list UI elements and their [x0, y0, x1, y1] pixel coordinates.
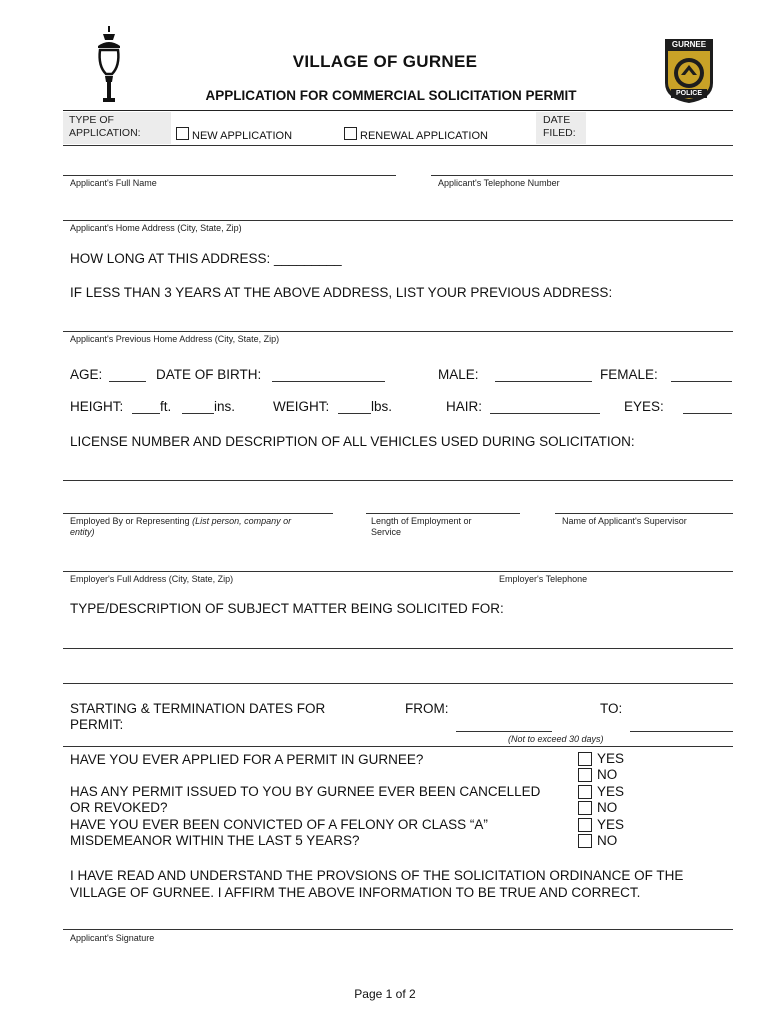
to-label: TO: [600, 701, 623, 716]
home-address-label: Applicant's Home Address (City, State, Zip) [70, 223, 242, 233]
subject-field-line-1[interactable] [63, 648, 733, 649]
employer-address-label: Employer's Full Address (City, State, Zip) [70, 574, 234, 584]
weight-field[interactable] [338, 413, 371, 414]
how-long-question: HOW LONG AT THIS ADDRESS: _________ [70, 251, 342, 266]
supervisor-field[interactable] [555, 513, 733, 514]
applied-yes-label: YES [597, 751, 625, 766]
signature-label: Applicant's Signature [70, 933, 155, 943]
new-application-checkbox[interactable] [176, 127, 189, 140]
not-exceed-note: (Not to exceed 30 days) [508, 734, 604, 744]
question-permit-cancelled: HAS ANY PERMIT ISSUED TO YOU BY GURNEE EVER BEEN CANCELLED OR REVOKED? [70, 784, 541, 815]
renewal-application-option[interactable]: RENEWAL APPLICATION [344, 127, 488, 142]
cancelled-no-checkbox[interactable] [578, 801, 592, 815]
height-label: HEIGHT: [70, 399, 124, 414]
full-name-field[interactable] [63, 175, 396, 176]
signature-field[interactable] [63, 929, 733, 930]
subject-instruction: TYPE/DESCRIPTION OF SUBJECT MATTER BEING SOLICITED FOR: [70, 601, 504, 616]
convicted-yes-label: YES [597, 817, 625, 832]
renewal-application-checkbox[interactable] [344, 127, 357, 140]
affirmation-text: I HAVE READ AND UNDERSTAND THE PROVSIONS OF THE SOLICITATION ORDINANCE OF THE VILLAGE OF GURNEE. I AFFIRM THE ABOVE INFORMATION TO BE TRUE AND CORRECT. [70, 868, 684, 900]
female-label: FEMALE: [600, 367, 658, 382]
start-term-label: STARTING & TERMINATION DATES FOR PERMIT: [70, 701, 326, 732]
page-number: Page 1 of 2 [354, 987, 416, 1001]
ft-label: ft. [160, 399, 172, 414]
from-label: FROM: [405, 701, 449, 716]
employed-by-label: Employed By or Representing (List person, company or entity) [70, 516, 292, 537]
type-label: TYPE OF APPLICATION: [69, 114, 141, 139]
question-convicted: HAVE YOU EVER BEEN CONVICTED OF A FELONY OR CLASS “A” MISDEMEANOR WITHIN THE LAST 5 YEARS? [70, 817, 488, 848]
page-title: VILLAGE OF GURNEE [292, 52, 478, 71]
male-label: MALE: [438, 367, 479, 382]
applied-no-checkbox[interactable] [578, 768, 592, 782]
hair-field[interactable] [490, 413, 600, 414]
ins-label: ins. [214, 399, 236, 414]
license-field[interactable] [63, 480, 733, 481]
previous-address-instruction: IF LESS THAN 3 YEARS AT THE ABOVE ADDRESS, LIST YOUR PREVIOUS ADDRESS: [70, 285, 613, 300]
age-field[interactable] [109, 381, 146, 382]
previous-address-label: Applicant's Previous Home Address (City, State, Zip) [70, 334, 280, 344]
telephone-field[interactable] [431, 175, 733, 176]
eyes-field[interactable] [683, 413, 732, 414]
applied-no-label: NO [597, 767, 618, 782]
badge-bottom-text: POLICE [675, 90, 703, 97]
dob-field[interactable] [272, 381, 385, 382]
from-date-field[interactable] [456, 731, 552, 732]
weight-label: WEIGHT: [273, 399, 330, 414]
convicted-no-checkbox[interactable] [578, 834, 592, 848]
new-application-option[interactable]: NEW APPLICATION [176, 127, 292, 142]
length-employment-field[interactable] [366, 513, 520, 514]
cancelled-no-label: NO [597, 800, 618, 815]
employer-phone-label: Employer's Telephone [499, 574, 588, 584]
badge-top-text: GURNEE [671, 40, 707, 49]
convicted-no-label: NO [597, 833, 618, 848]
eyes-label: EYES: [624, 399, 664, 414]
employed-by-field[interactable] [63, 513, 333, 514]
page-subtitle: APPLICATION FOR COMMERCIAL SOLICITATION PERMIT [205, 88, 577, 103]
age-label: AGE: [70, 367, 103, 382]
supervisor-label: Name of Applicant's Supervisor [562, 516, 687, 526]
home-address-field[interactable] [63, 220, 733, 221]
employer-address-field[interactable] [63, 571, 733, 572]
lbs-label: lbs. [371, 399, 393, 414]
subject-field-line-2[interactable] [63, 683, 733, 684]
dob-label: DATE OF BIRTH: [156, 367, 262, 382]
telephone-label: Applicant's Telephone Number [438, 178, 560, 188]
applied-yes-checkbox[interactable] [578, 752, 592, 766]
date-filed-label: DATE FILED: [543, 114, 576, 139]
convicted-yes-checkbox[interactable] [578, 818, 592, 832]
previous-address-field[interactable] [63, 331, 733, 332]
height-ft-field[interactable] [132, 413, 160, 414]
question-applied-before: HAVE YOU EVER APPLIED FOR A PERMIT IN GURNEE? [70, 752, 424, 767]
to-date-field[interactable] [630, 731, 733, 732]
cancelled-yes-checkbox[interactable] [578, 785, 592, 799]
hair-label: HAIR: [446, 399, 483, 414]
female-field[interactable] [671, 381, 732, 382]
length-employment-label: Length of Employment or Service [371, 516, 472, 537]
license-instruction: LICENSE NUMBER AND DESCRIPTION OF ALL VEHICLES USED DURING SOLICITATION: [70, 434, 635, 449]
male-field[interactable] [495, 381, 592, 382]
full-name-label: Applicant's Full Name [70, 178, 157, 188]
height-ins-field[interactable] [182, 413, 214, 414]
cancelled-yes-label: YES [597, 784, 625, 799]
